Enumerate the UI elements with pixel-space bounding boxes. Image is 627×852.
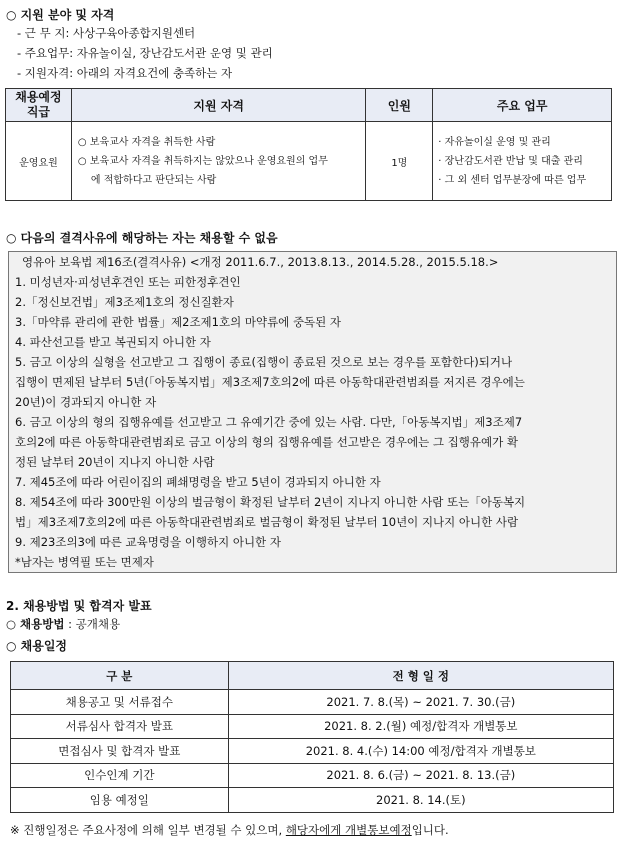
schedule-date: 2021. 8. 2.(월) 예정/합격자 개별통보 — [228, 714, 613, 739]
cell-duties — [433, 122, 612, 201]
header-qualification: 지원 자격 — [71, 89, 366, 122]
disqualification-item: 9. 제23조의3에 따른 교육명령을 이행하지 아니한 자 — [15, 535, 281, 549]
cell-count: 1명 — [366, 122, 433, 201]
disqualification-item: 4. 파산선고를 받고 복권되지 아니한 자 — [15, 335, 211, 349]
schedule-table-header — [11, 662, 614, 690]
schedule-row — [11, 739, 614, 764]
schedule-row — [11, 690, 614, 715]
schedule-category: 임용 예정일 — [11, 788, 229, 813]
schedule-date: 2021. 8. 6.(금) ~ 2021. 8. 13.(금) — [228, 763, 613, 788]
qualification-table-header — [6, 89, 612, 122]
header-position-line1: 채용예정 — [15, 90, 62, 104]
header-position — [6, 89, 72, 122]
schedule-date: 2021. 7. 8.(목) ~ 2021. 7. 30.(금) — [228, 690, 613, 715]
schedule-row — [11, 763, 614, 788]
qualification-table-row — [6, 122, 612, 201]
qualification-table — [5, 88, 612, 201]
disqualification-item: 2.「정신보건법」제3조제1호의 정신질환자 — [15, 295, 234, 309]
header-count: 인원 — [366, 89, 433, 122]
schedule-note-underlined: 해당자에게 개별통보예정 — [285, 823, 412, 837]
hiring-method-line — [6, 616, 120, 632]
disqualification-item: 3.「마약류 관리에 관한 법률」제2조제1호의 마약류에 중독된 자 — [15, 315, 342, 329]
bullet-eligibility: - 지원자격: 아래의 자격요건에 충족하는 자 — [17, 66, 233, 80]
schedule-note-suffix: 입니다. — [411, 823, 449, 837]
qualification-item: 에 적합하다고 판단되는 사람 — [90, 174, 217, 186]
header-duties: 주요 업무 — [433, 89, 612, 122]
schedule-row — [11, 788, 614, 813]
schedule-note — [10, 822, 449, 838]
disqualification-item: 6. 금고 이상의 형의 집행유예를 선고받고 그 유예기간 중에 있는 사람. 다만,「아동복지법」제3조제7 — [15, 415, 523, 429]
disqualification-item-cont: 호의2에 따른 아동학대관련범죄로 금고 이상의 형의 집행유예를 선고받은 경우에는 그 집행유예가 확 — [15, 435, 518, 449]
duty-item: · 그 외 센터 업무분장에 따른 업무 — [438, 174, 587, 186]
bullet-workplace: - 근 무 지: 사상구육아종합지원센터 — [17, 26, 196, 40]
disqualification-item-cont: 법」제3조제7호의2에 따른 아동학대관련범죄로 벌금형이 확정된 날부터 10년이 지나지 아니한 사람 — [15, 515, 519, 529]
disqualification-law-title: 영유아 보육법 제16조(결격사유) <개정 2011.6.7., 2013.8.13., 2014.5.28., 2015.5.18.> — [22, 255, 499, 269]
disqualification-item: 5. 금고 이상의 실형을 선고받고 그 집행이 종료(집행이 종료된 것으로 보는 경우를 포함한다)되거나 — [15, 355, 513, 369]
header-category: 구 분 — [11, 662, 229, 690]
military-service-note: *남자는 병역필 또는 면제자 — [15, 555, 154, 569]
disqualification-item: 8. 제54조에 따라 300만원 이상의 벌금형이 확정된 날부터 2년이 지나지 아니한 사람 또는「아동복지 — [15, 495, 526, 509]
disqualification-box — [8, 251, 617, 573]
schedule-category: 인수인계 기간 — [11, 763, 229, 788]
section-heading-disqualification: ○ 다음의 결격사유에 해당하는 자는 채용할 수 없음 — [6, 231, 278, 245]
qualification-item: ○ 보육교사 자격을 취득한 사람 — [77, 136, 216, 148]
disqualification-item: 7. 제45조에 따라 어린이집의 폐쇄명령을 받고 5년이 경과되지 아니한 자 — [15, 475, 381, 489]
cell-position: 운영요원 — [6, 122, 72, 201]
hiring-schedule-label: ○ 채용일정 — [6, 639, 68, 653]
section-heading-hiring-method: 2. 채용방법 및 합격자 발표 — [6, 599, 152, 613]
duty-item: · 자유놀이실 운영 및 관리 — [438, 136, 551, 148]
disqualification-item-cont: 집행이 면제된 날부터 5년(「아동복지법」제3조제7호의2에 따른 아동학대관련범죄를 저지른 경우에는 — [15, 375, 525, 389]
schedule-date: 2021. 8. 14.(토) — [228, 788, 613, 813]
hiring-method-label: ○ 채용방법 — [6, 617, 65, 631]
schedule-category: 서류심사 합격자 발표 — [11, 714, 229, 739]
section-heading-qualifications: ○ 지원 분야 및 자격 — [6, 8, 115, 22]
disqualification-item: 1. 미성년자·피성년후견인 또는 피한정후견인 — [15, 275, 241, 289]
schedule-table — [10, 661, 614, 813]
qualification-item: ○ 보육교사 자격을 취득하지는 않았으나 운영요원의 업무 — [77, 155, 328, 167]
disqualification-item-cont: 20년)이 경과되지 아니한 자 — [15, 395, 157, 409]
schedule-row — [11, 714, 614, 739]
schedule-date: 2021. 8. 4.(수) 14:00 예정/합격자 개별통보 — [228, 739, 613, 764]
duty-item: · 장난감도서관 반납 및 대출 관리 — [438, 155, 583, 167]
header-schedule: 전 형 일 정 — [228, 662, 613, 690]
disqualification-item-cont: 정된 날부터 20년이 지나지 아니한 사람 — [15, 455, 215, 469]
cell-qualifications — [71, 122, 366, 201]
hiring-method-value: : 공개채용 — [64, 617, 121, 631]
schedule-category: 면접심사 및 합격자 발표 — [11, 739, 229, 764]
schedule-note-prefix: ※ 진행일정은 주요사정에 의해 일부 변경될 수 있으며, — [10, 823, 286, 837]
header-position-line2: 직급 — [26, 105, 51, 119]
schedule-category: 채용공고 및 서류접수 — [11, 690, 229, 715]
bullet-main-duties: - 주요업무: 자유놀이실, 장난감도서관 운영 및 관리 — [17, 46, 273, 60]
